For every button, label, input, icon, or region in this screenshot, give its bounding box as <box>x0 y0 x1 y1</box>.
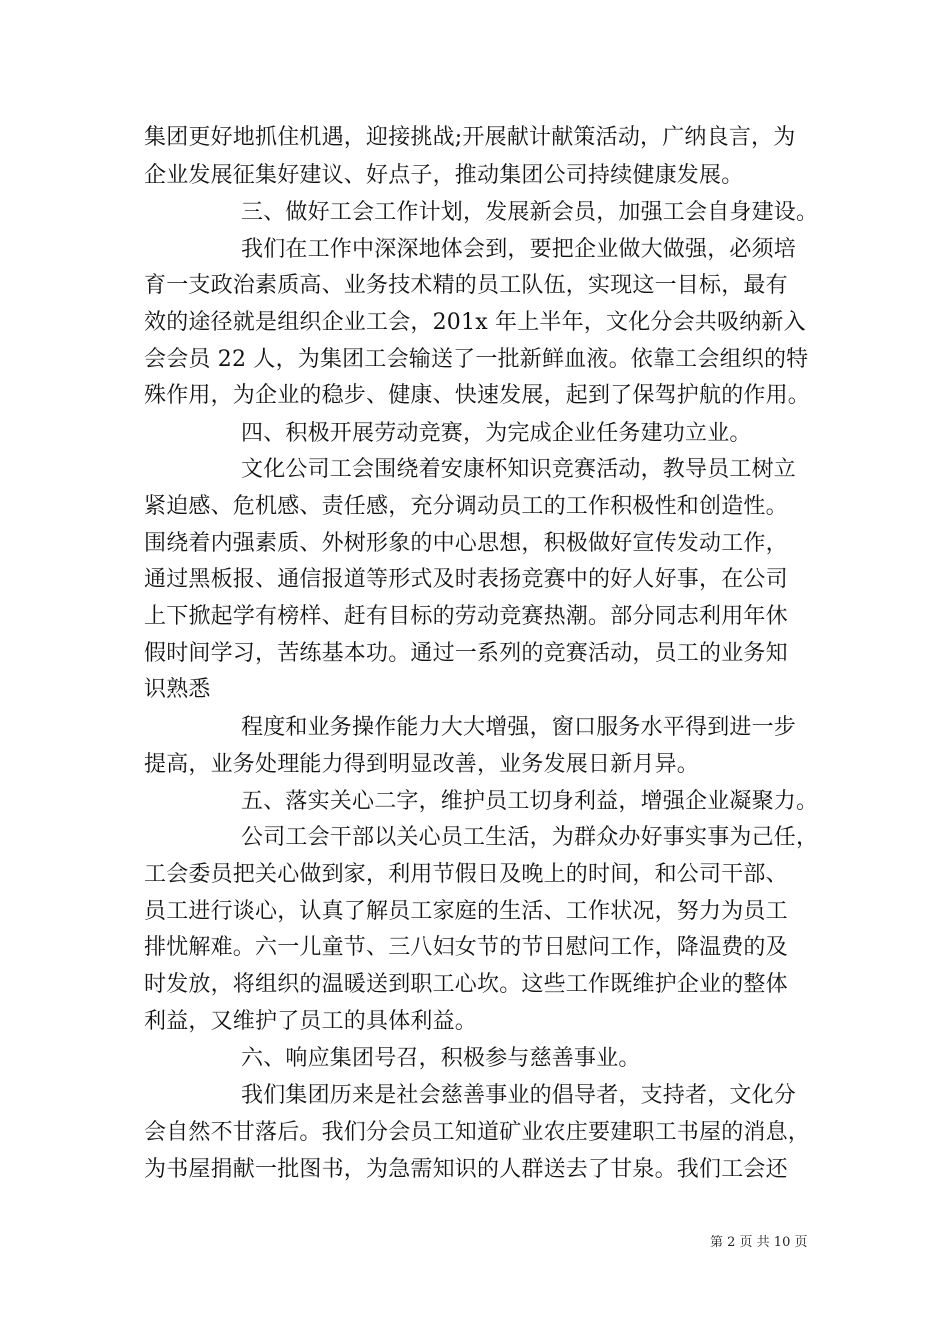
text-line: 程度和业务操作能力大大增强，窗口服务水平得到进一步 <box>241 715 797 740</box>
text-line: 我们在工作中深深地体会到，要把企业做大做强，必须培 <box>241 237 797 262</box>
text-line: 上下掀起学有榜样、赶有目标的劳动竞赛热潮。部分同志利用年休 <box>144 604 788 629</box>
section-heading: 四、积极开展劳动竞赛，为完成企业任务建功立业。 <box>241 421 752 446</box>
text-line: 我们集团历来是社会慈善事业的倡导者，支持者，文化分 <box>241 1083 797 1108</box>
text-line: 紧迫感、危机感、责任感，充分调动员工的工作积极性和创造性。 <box>144 494 788 519</box>
text-line: 工会委员把关心做到家，利用节假日及晚上的时间，和公司干部、 <box>144 862 788 887</box>
text-line: 文化公司工会围绕着安康杯知识竞赛活动，教导员工树立 <box>241 457 797 482</box>
text-line: 会自然不甘落后。我们分会员工知道矿业农庄要建职工书屋的消息， <box>144 1120 811 1145</box>
text-line: 围绕着内强素质、外树形象的中心思想，积极做好宣传发动工作， <box>144 531 788 556</box>
text-line: 假时间学习，苦练基本功。通过一系列的竞赛活动，员工的业务知 <box>144 641 788 666</box>
text-line: 通过黑板报、通信报道等形式及时表扬竞赛中的好人好事，在公司 <box>144 567 788 592</box>
page-number: 第 2 页 共 10 页 <box>710 1235 808 1250</box>
text-line: 育一支政治素质高、业务技术精的员工队伍，实现这一目标，最有 <box>144 273 788 298</box>
section-heading: 三、做好工会工作计划，发展新会员，加强工会自身建设。 <box>241 200 819 225</box>
text-line: 公司工会干部以关心员工生活，为群众办好事实事为己任， <box>241 825 819 850</box>
text-line: 员工进行谈心，认真了解员工家庭的生活、工作状况，努力为员工 <box>144 899 788 924</box>
text-line: 排忧解难。六一儿童节、三八妇女节的节日慰问工作，降温费的及 <box>144 935 788 960</box>
text-line: 集团更好地抓住机遇，迎接挑战;开展献计献策活动，广纳良言，为 <box>144 125 796 150</box>
section-heading: 五、落实关心二字，维护员工切身利益，增强企业凝聚力。 <box>241 789 819 814</box>
text-line: 殊作用，为企业的稳步、健康、快速发展，起到了保驾护航的作用。 <box>144 383 811 408</box>
text-line: 效的途径就是组织企业工会，201x 年上半年，文化分会共吸纳新入 <box>144 310 806 335</box>
text-line: 会会员 22 人，为集团工会输送了一批新鲜血液。依靠工会组织的特 <box>144 347 809 372</box>
text-line: 提高，业务处理能力得到明显改善，业务发展日新月异。 <box>144 752 700 777</box>
section-heading: 六、响应集团号召，积极参与慈善事业。 <box>241 1046 641 1071</box>
text-line: 时发放，将组织的温暖送到职工心坎。这些工作既维护企业的整体 <box>144 972 788 997</box>
text-line: 利益，又维护了员工的具体利益。 <box>144 1009 478 1034</box>
text-line: 识熟悉 <box>144 677 211 702</box>
text-line: 为书屋捐献一批图书，为急需知识的人群送去了甘泉。我们工会还 <box>144 1157 788 1182</box>
text-line: 企业发展征集好建议、好点子，推动集团公司持续健康发展。 <box>144 163 744 188</box>
